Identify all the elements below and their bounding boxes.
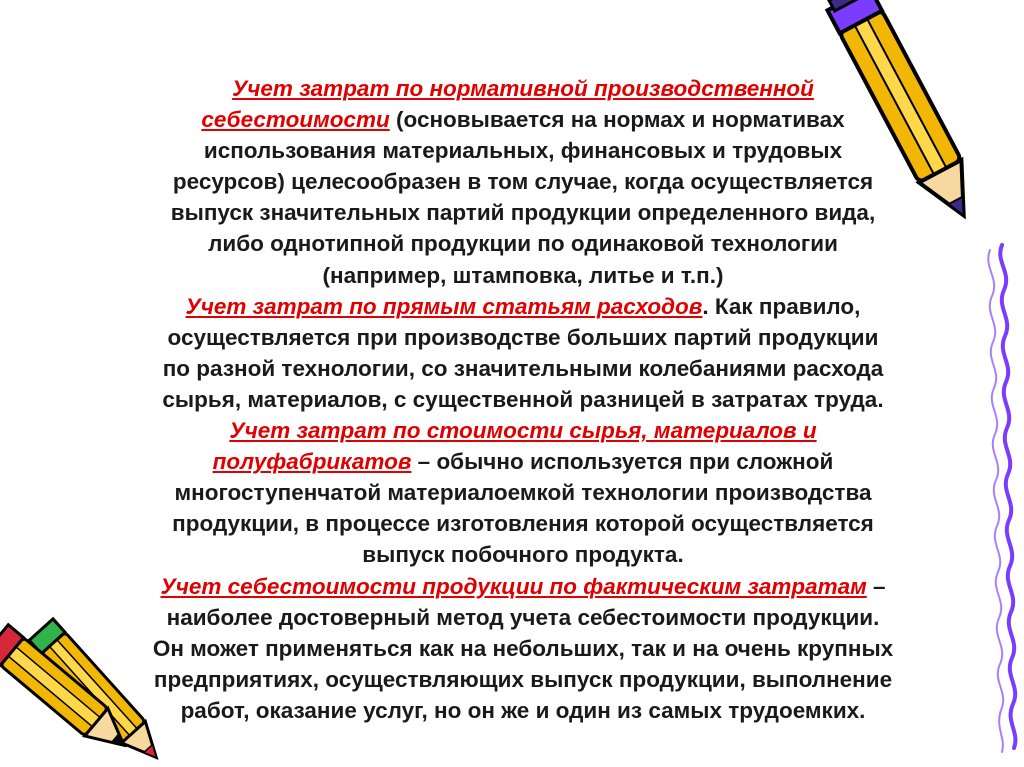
paragraph-3 xyxy=(88,415,958,570)
text-line xyxy=(88,477,958,508)
body-text: осуществляется при производстве больших партий продукции xyxy=(167,324,879,350)
text-line xyxy=(88,415,958,446)
text-line xyxy=(88,446,958,477)
text-line xyxy=(88,260,958,291)
highlighted-heading: Учет себестоимости продукции по фактическим затратам xyxy=(160,573,867,599)
body-text: по разной технологии, со значительными колебаниями расхода xyxy=(162,355,884,381)
body-text: – обычно используется при сложной xyxy=(411,449,834,475)
body-text: наиболее достоверный метод учета себестоимости продукции. xyxy=(166,604,880,630)
text-line xyxy=(88,291,958,322)
highlighted-heading: Учет затрат по стоимости сырья, материалов и xyxy=(229,418,817,444)
text-line xyxy=(88,508,958,539)
content-text xyxy=(88,73,958,726)
highlighted-heading: Учет затрат по нормативной производственной xyxy=(232,76,814,101)
body-text: многоступенчатой материалоемкой технологии производства xyxy=(174,480,872,506)
body-text: (например, штамповка, литье и т.п.) xyxy=(322,262,724,288)
body-text: продукции, в процессе изготовления которой осуществляется xyxy=(172,511,874,537)
body-text: работ, оказание услуг, но он же и один из самых трудоемких. xyxy=(180,697,866,723)
body-text: сырья, материалов, с существенной разницей в затратах труда. xyxy=(162,386,884,412)
text-line xyxy=(88,228,958,259)
paragraph-4 xyxy=(88,571,958,726)
highlighted-heading: себестоимости xyxy=(201,107,390,133)
body-text: выпуск значительных партий продукции определенного вида, xyxy=(170,200,876,226)
body-text: Он может применяться как на небольших, так и на очень крупных xyxy=(152,635,894,661)
text-line xyxy=(88,539,958,570)
body-text: – xyxy=(866,573,886,599)
highlighted-heading: Учет затрат по прямым статьям расходов xyxy=(185,293,703,319)
text-line xyxy=(88,633,958,664)
text-line xyxy=(88,104,958,135)
text-line xyxy=(88,197,958,228)
paragraph-1 xyxy=(88,73,958,291)
body-text: либо однотипной продукции по одинаковой технологии xyxy=(208,231,838,257)
paragraph-2 xyxy=(88,291,958,415)
text-line xyxy=(88,135,958,166)
text-line xyxy=(88,384,958,415)
body-text: . Как правило, xyxy=(702,293,861,319)
text-line xyxy=(88,166,958,197)
text-line xyxy=(88,602,958,633)
text-line xyxy=(88,664,958,695)
text-line xyxy=(88,322,958,353)
highlighted-heading: полуфабрикатов xyxy=(212,449,412,475)
text-line xyxy=(88,73,958,104)
text-line xyxy=(88,695,958,726)
text-line xyxy=(88,571,958,602)
body-text: ресурсов) целесообразен в том случае, когда осуществляется xyxy=(172,169,874,195)
body-text: использования материальных, финансовых и трудовых xyxy=(203,138,843,164)
body-text: (основывается на нормах и нормативах xyxy=(389,107,845,133)
text-line xyxy=(88,353,958,384)
body-text: предприятиях, осуществляющих выпуск продукции, выполнение xyxy=(153,666,893,692)
body-text: выпуск побочного продукта. xyxy=(362,542,684,568)
